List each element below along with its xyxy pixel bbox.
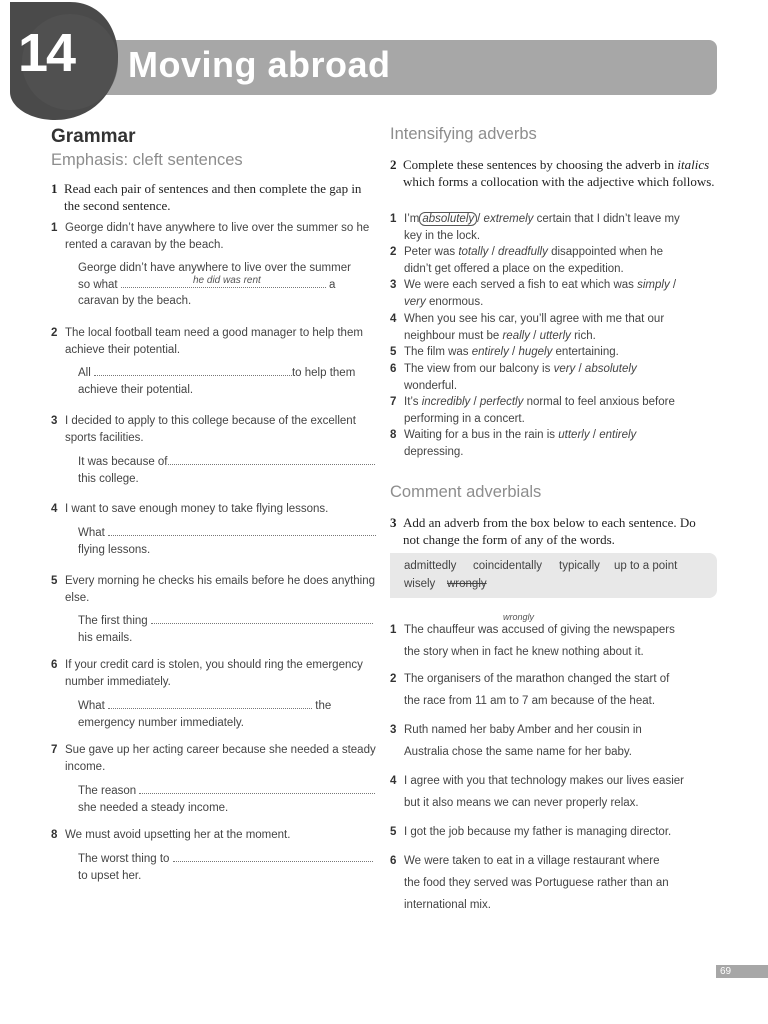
- exercise-1-instruction: 1 Read each pair of sentences and then complete the gap in the second sentence.: [51, 181, 362, 213]
- handwritten-insert: wrongly: [503, 612, 535, 622]
- page-number: 69: [716, 965, 768, 978]
- exercise-1-item-1: 1 George didn’t have anywhere to live over the summer so he rented a caravan by the beach.: [51, 222, 370, 251]
- exercise-3-instruction: 3 Add an adverb from the box below to each sentence. Do not change the form of any of the words.: [390, 515, 696, 547]
- answer-gap[interactable]: [139, 783, 375, 794]
- exercise-1-item-5: 5 Every morning he checks his emails before he does anything else.: [51, 575, 376, 604]
- exercise-3-item-4: 4 I agree with you that technology makes our lives easier but it also means we can never properly relax.: [390, 775, 684, 809]
- answer-gap[interactable]: [173, 851, 373, 862]
- answer-gap[interactable]: [108, 525, 376, 536]
- exercise-2-item-2: 2 Peter was totally / dreadfully disappointed when he didn’t get offered a place on the expedition.: [390, 246, 663, 275]
- exercise-2-item-8: 8 Waiting for a bus in the rain is utterly / entirely depressing.: [390, 429, 637, 458]
- circled-answer[interactable]: absolutely: [419, 212, 477, 226]
- exercise-2-item-1: 1 I’m absolutely / extremely certain that I didn’t leave my key in the lock.: [390, 213, 680, 242]
- unit-title: Moving abroad: [128, 44, 391, 85]
- exercise-2-item-7: 7 It’s incredibly / perfectly normal to feel anxious before performing in a concert.: [390, 396, 675, 425]
- exercise-1-item-8: 8 We must avoid upsetting her at the moment.: [51, 829, 291, 841]
- exercise-3-item-6: 6 We were taken to eat in a village restaurant where the food they served was Portuguese rather than an international mix.: [390, 855, 669, 911]
- exercise-1-item-4: 4 I want to save enough money to take flying lessons.: [51, 503, 329, 515]
- answer-gap[interactable]: [168, 454, 375, 465]
- section-subheading: Emphasis: cleft sentences: [51, 151, 243, 169]
- exercise-1-item-6: 6 If your credit card is stolen, you should ring the emergency number immediately.: [51, 659, 363, 688]
- word-option: wisely: [404, 578, 436, 590]
- exercise-2-item-5: 5 The film was entirely / hugely entertaining.: [390, 346, 619, 358]
- exercise-2-item-3: 3 We were each served a fish to eat which was simply / very enormous.: [390, 279, 677, 308]
- handwritten-answer: he did was rent: [193, 275, 261, 286]
- exercise-1-item-2-rewrite: All to help them achieve their potential.: [78, 367, 356, 396]
- exercise-2-item-6: 6 The view from our balcony is very / absolutely wonderful.: [390, 363, 637, 392]
- exercise-3-item-5: 5 I got the job because my father is managing director.: [390, 826, 672, 838]
- exercise-1-item-3-rewrite: It was because of this college.: [51, 454, 403, 487]
- exercise-3-item-3: 3 Ruth named her baby Amber and her cousin in Australia chose the same name for her baby.: [390, 724, 642, 758]
- word-option-used: wrongly: [447, 578, 487, 590]
- exercise-1-item-1-rewrite: George didn’t have anywhere to live over the summer so what a caravan by the beach.: [78, 262, 351, 307]
- word-option: coincidentally: [473, 560, 543, 572]
- exercise-3-item-2: 2 The organisers of the marathon changed the start of the race from 11 am to 7 am because of the heat.: [390, 673, 670, 707]
- answer-gap[interactable]: [94, 365, 292, 376]
- exercise-1-item-2: 2 The local football team need a good manager to help them achieve their potential.: [51, 327, 363, 356]
- unit-number: 14: [18, 23, 75, 83]
- answer-gap[interactable]: [151, 613, 373, 624]
- word-option: up to a point: [614, 560, 678, 572]
- exercise-1-item-7-rewrite: The reason she needed a steady income.: [51, 783, 403, 816]
- exercise-1-item-3: 3 I decided to apply to this college because of the excellent sports facilities.: [51, 415, 356, 444]
- exercise-1-item-6-rewrite: What the emergency number immediately.: [78, 700, 332, 729]
- word-option: admittedly: [404, 560, 457, 572]
- section-heading-intensifying: Intensifying adverbs: [390, 125, 537, 143]
- section-heading: Grammar: [51, 126, 136, 147]
- answer-gap[interactable]: [108, 698, 312, 709]
- section-heading-comment: Comment adverbials: [390, 483, 542, 501]
- exercise-1-item-7: 7 Sue gave up her acting career because she needed a steady income.: [51, 744, 376, 773]
- exercise-1-item-8-rewrite: The worst thing to to upset her.: [51, 851, 403, 884]
- exercise-1-item-4-rewrite: What flying lessons.: [51, 525, 403, 558]
- exercise-1-item-5-rewrite: The first thing his emails.: [51, 613, 403, 646]
- word-option: typically: [559, 560, 600, 572]
- exercise-2-instruction: 2 Complete these sentences by choosing the adverb in italics which forms a collocation with the adjective which follows.: [390, 157, 715, 189]
- exercise-2-item-4: 4 When you see his car, you’ll agree with me that our neighbour must be really / utterly rich.: [390, 313, 665, 342]
- word-box: [390, 553, 717, 598]
- exercise-3-item-1: 1 The chauffeur was accused of giving the newspapers the story when in fact he knew nothing about it.: [390, 624, 675, 658]
